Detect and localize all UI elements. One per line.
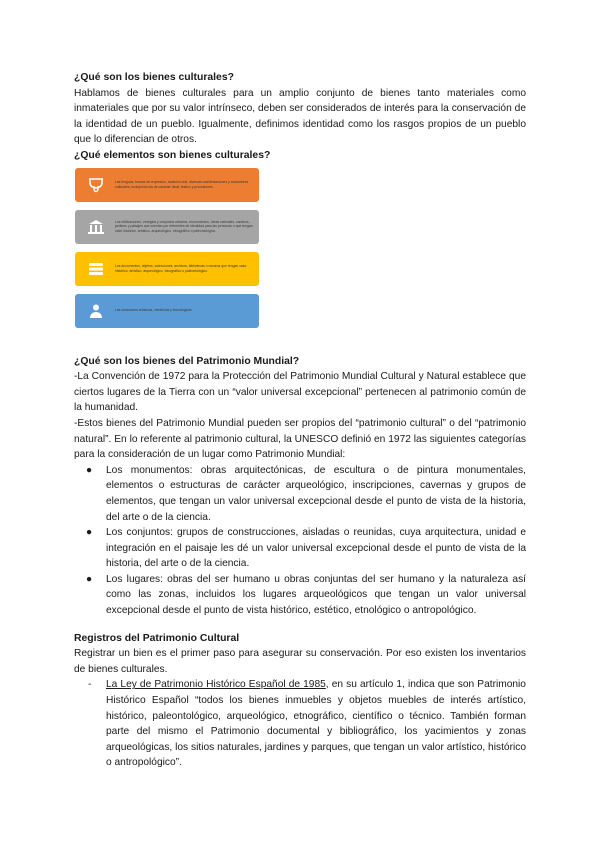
card-documentos <box>75 252 259 286</box>
law-link[interactable]: La Ley de Patrimonio Histórico Español de 1985 <box>106 679 326 691</box>
list-item <box>74 677 526 771</box>
list-item: ● Los monumentos: obras arquitectónicas, de escultura o de pintura monumentales, elementos o estructuras de carácter arqueológico, inscripciones, cavernas y grupos de elementos, que tengan un valor universal excepcional desde el punto de vista de la historia, del arte o de la ciencia. <box>86 464 526 523</box>
person-icon <box>81 303 111 319</box>
paragraph-convencion: -La Convención de 1972 para la Protección del Patrimonio Mundial Cultural y Natural establece que ciertos lugares de la Tierra con un “valor universal excepcional” pertenecen al patrimonio común de la humanidad. <box>74 371 526 414</box>
document-page <box>74 70 526 771</box>
section-heading-bienes-culturales: ¿Qué son los bienes culturales? <box>74 72 234 83</box>
monument-icon <box>81 219 111 235</box>
card-edificaciones <box>75 210 259 244</box>
card-text: Las lenguas, formas de expresión, tradición oral, diversas manifestaciones y costumbres culturales, incluyendo las de carácter ritual, festivo y procesiones. <box>115 180 249 189</box>
tongue-icon <box>81 177 111 193</box>
card-text: Los documentos, objetos, colecciones, archivos, bibliotecas o museos que tengan valor histórico, artístico, arqueológico, etnográfico o paleontológico. <box>115 264 247 273</box>
bullet: ● <box>86 573 93 585</box>
list-item: ● Los conjuntos: grupos de construcciones, aisladas o reunidas, cuya arquitectura, unidad e integración en el paisaje les dé un valor universal excepcional desde el punto de vista de la historia, del arte o de la ciencia. <box>86 527 526 570</box>
list-item: ● Los lugares: obras del ser humano u obras conjuntas del ser humano y la naturaleza así como las zonas, incluidos los lugares arqueológicos que tengan un valor universal excepcional desde el punto de vista histórico, estético, etnológico o antropológico. <box>86 573 526 617</box>
card-text: Los edificaciones, vestigios y conjuntos urbanos, monumentos, obras naturales, caminos, jardines y paisajes que cuentan por referentes de identidad para las personas o que tengan valor histórico, artístico, arqueológico, etnográfico o paleontológico. <box>115 220 253 233</box>
paragraph-definicion: Hablamos de bienes culturales para un amplio conjunto de bienes tanto materiales como inmateriales que por su valor intrínseco, deben ser considerados de interés para la conservación de la identidad de un pueblo. Igualmente, definimos identidad como los rasgos propios de un pueblo que lo diferencian de otros. <box>74 87 526 146</box>
section-heading-patrimonio-mundial: ¿Qué son los bienes del Patrimonio Mundial? <box>74 355 300 367</box>
law-text: , en su artículo 1, indica que son Patrimonio Histórico Español “todos los bienes inmuebles y objetos muebles de interés artístico, histórico, paleontológico, arqueológico, etnográfico, científico o técnico. También forman parte del mismo el Patrimonio documental y bibliográfico, los yacimientos y zonas arqueológicas, los sitios naturales, jardines y parques, que tengan un valor artístico, histórico o antropológico”. <box>106 679 526 769</box>
bullet: ● <box>86 527 93 539</box>
books-icon <box>81 261 111 277</box>
card-text: Las creaciones artísticas, científicas y tecnológicas. <box>115 308 193 313</box>
paragraph-categorias: -Estos bienes del Patrimonio Mundial pueden ser propios del “patrimonio cultural” o del “patrimonio natural”. En lo referente al patrimonio cultural, la UNESCO definió en 1972 las siguientes categorías para la consideración de un lugar como Patrimonio Mundial: <box>74 417 526 461</box>
section-heading-registros: Registros del Patrimonio Cultural <box>74 632 240 644</box>
bullet: ● <box>86 464 93 476</box>
section-heading-elementos: ¿Qué elementos son bienes culturales? <box>74 149 271 161</box>
dash-marker: - <box>88 679 92 691</box>
card-creaciones <box>75 294 259 328</box>
categorias-list <box>74 463 526 619</box>
paragraph-registrar: Registrar un bien es el primer paso para asegurar su conservación. Por eso existen los inventarios de bienes culturales. <box>74 648 526 675</box>
card-lenguas <box>75 168 259 202</box>
ley-list <box>74 677 526 771</box>
infographic-cards <box>75 168 259 328</box>
